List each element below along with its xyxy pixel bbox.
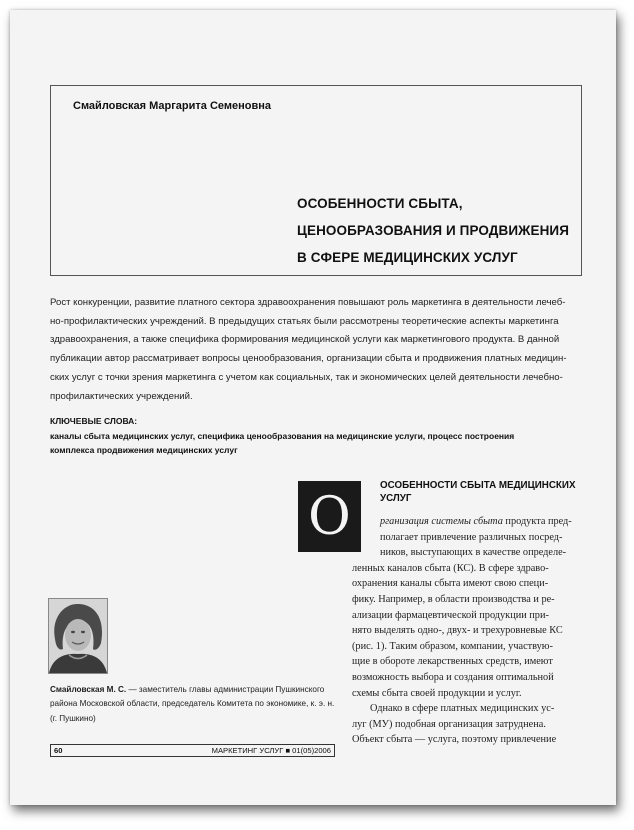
journal-issue: МАРКЕТИНГ УСЛУГ ■ 01(05)2006 (211, 746, 331, 755)
body-line: фику. Например, в области производства и ре- (352, 594, 555, 605)
abstract-line: профилактических учреждений. (50, 390, 193, 402)
body-line: Однако в сфере платных медицинских ус- (370, 703, 555, 715)
abstract-line: публикации автор рассматривает вопросы ценообразования, организации сбыта и продвижения платных медицин- (50, 353, 567, 365)
body-italic-lead: рганизация системы сбыта (380, 516, 503, 527)
body-line: полагает привлечение различных посред- (380, 531, 563, 543)
title-line: ОСОБЕННОСТИ СБЫТА, (297, 196, 463, 211)
body-line: (рис. 1). Таким образом, компании, участвую- (352, 640, 553, 652)
body-line: ленных каналов сбыта (КС). В сфере здраво- (352, 562, 549, 574)
body-line: ников, выступающих в качестве определе- (380, 547, 567, 559)
author-bio (50, 683, 340, 726)
bio-line: района Московской области, председатель Комитета по экономике, к. э. н. (50, 699, 335, 709)
keywords-line: комплекса продвижения медицинских услуг (50, 444, 238, 455)
page-number: 60 (54, 746, 63, 755)
body-line-rest: продукта пред- (502, 516, 572, 527)
keywords-text (50, 430, 590, 457)
body-line (380, 514, 572, 530)
abstract (50, 294, 584, 406)
bio-name: Смайловская М. С. (50, 685, 127, 694)
keywords-line: каналы сбыта медицинских услуг, специфика ценообразования на медицинские услуги, процесс построения (50, 431, 515, 441)
keywords-title: КЛЮЧЕВЫЕ СЛОВА: (50, 416, 138, 426)
bio-line-rest: — заместитель главы администрации Пушкинского (126, 685, 325, 694)
author-photo (48, 598, 108, 674)
title-frame (50, 85, 582, 276)
drop-cap: О (298, 481, 361, 552)
body-line: Объект сбыта — услуга, поэтому привлечение (352, 734, 557, 746)
body-line: луг (МУ) подобная организация затруднена. (352, 718, 546, 730)
abstract-line: здравоохранения, а также специфика формирования медицинской услуги как маркетингового продукта. В данной (50, 334, 560, 346)
section-heading-line: ОСОБЕННОСТИ СБЫТА МЕДИЦИНСКИХ (380, 480, 576, 491)
document-page (10, 10, 616, 805)
body-line: охранения каналы сбыта имеют свою специ- (352, 578, 549, 590)
body-line: щие в обороте лекарственных средств, имеют (352, 656, 553, 668)
body-line: возможность выбора и создания оптимальной (352, 672, 554, 683)
page-footer (50, 744, 335, 757)
bio-line (50, 683, 340, 697)
body-line: ализации фармацевтической продукции при- (352, 609, 549, 621)
title-line: В СФЕРЕ МЕДИЦИНСКИХ УСЛУГ (297, 250, 518, 265)
author-name: Смайловская Маргарита Семеновна (73, 100, 272, 112)
abstract-line: ских услуг с точки зрения маркетинга с учетом как социальных, так и экономических целей деятельности лечебно- (50, 371, 563, 383)
bio-line: (г. Пушкино) (50, 713, 96, 723)
body-line: схемы сбыта своей продукции и услуг. (352, 687, 522, 699)
article-title (297, 190, 577, 271)
abstract-line: Рост конкуренции, развитие платного сектора здравоохранения повышают роль маркетинга в деятельности лечеб- (50, 297, 566, 308)
section-heading-line: УСЛУГ (380, 492, 412, 504)
body-line: нято выделять одно-, двух- и трехуровневые КС (352, 625, 563, 637)
author-portrait-image (49, 599, 107, 673)
section-heading (380, 480, 590, 505)
title-line: ЦЕНООБРАЗОВАНИЯ И ПРОДВИЖЕНИЯ (297, 223, 570, 238)
abstract-line: но-профилактических учреждений. В предыдущих статьях были рассмотрены теоретические аспекты маркетинга (50, 315, 559, 327)
